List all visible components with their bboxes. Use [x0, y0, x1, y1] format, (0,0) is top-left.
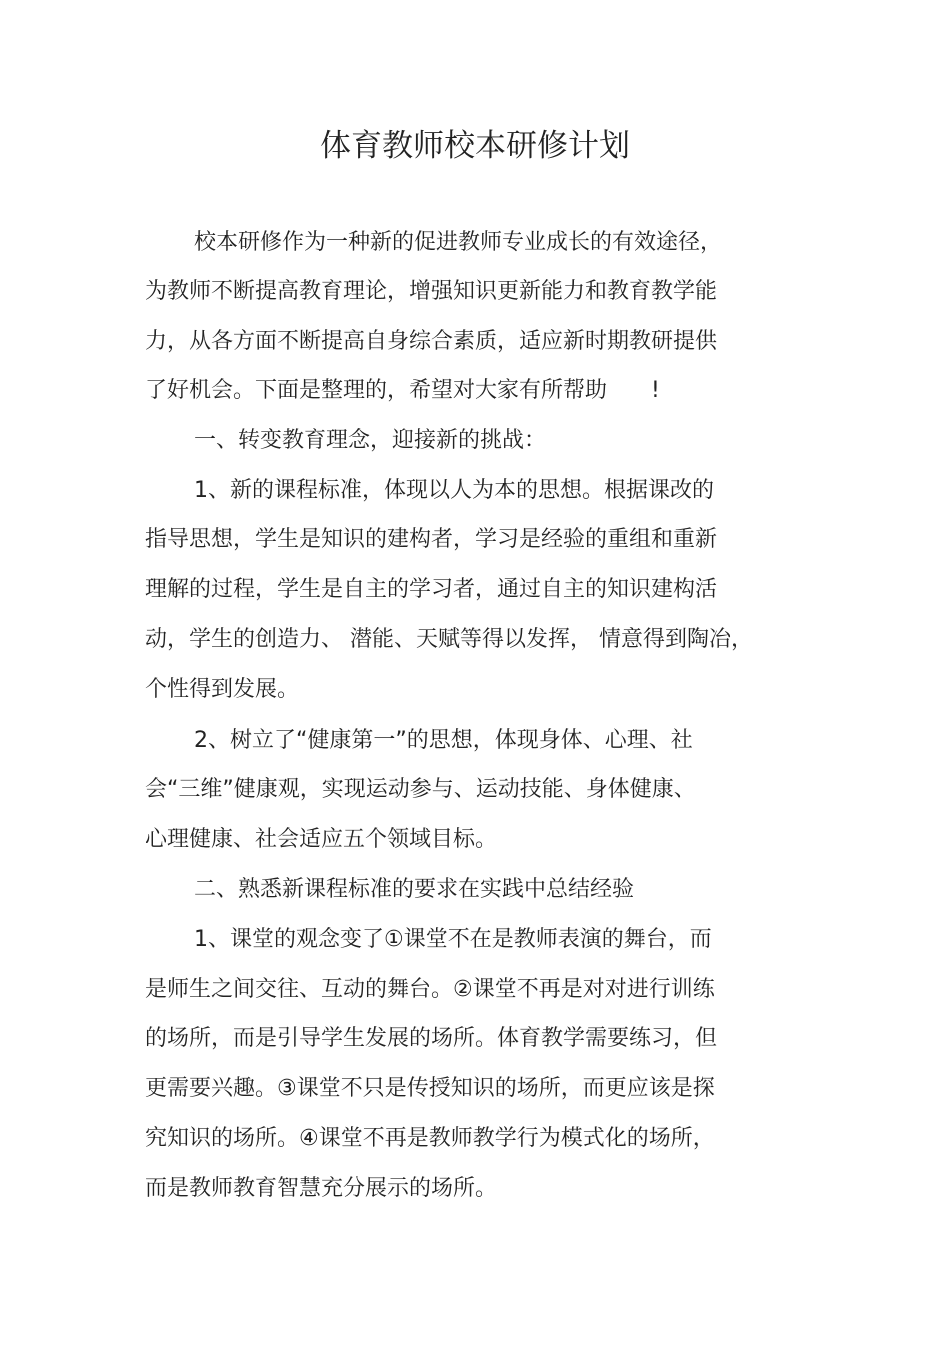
paragraph-line: 力，从各方面不断提高自身综合素质，适应新时期教研提供 [145, 329, 718, 354]
section-heading: 二、熟悉新课程标准的要求在实践中总结经验 [194, 877, 635, 902]
section-heading: 一、转变教育理念，迎接新的挑战： [194, 428, 547, 453]
paragraph-line: 了好机会。下面是整理的，希望对大家有所帮助 ! [145, 378, 660, 403]
paragraph-line: 会“三维”健康观，实现运动参与、运动技能、身体健康、 [145, 777, 696, 802]
paragraph-line: 校本研修作为一种新的促进教师专业成长的有效途径， [194, 230, 723, 255]
paragraph-line: 究知识的场所。④课堂不再是教师教学行为模式化的场所， [145, 1126, 715, 1151]
paragraph-line: 个性得到发展。 [145, 677, 300, 702]
paragraph-line: 更需要兴趣。③课堂不只是传授知识的场所，而更应该是探 [145, 1076, 715, 1101]
paragraph-line: 指导思想，学生是知识的建构者，学习是经验的重组和重新 [145, 527, 718, 552]
paragraph-line: 动，学生的创造力、 潜能、天赋等得以发挥， 情意得到陶冶， [145, 627, 753, 652]
document-title: 体育教师校本研修计划 [320, 128, 630, 164]
paragraph-line: 的场所，而是引导学生发展的场所。体育教学需要练习，但 [145, 1026, 718, 1051]
paragraph-line: 为教师不断提高教育理论，增强知识更新能力和教育教学能 [145, 279, 718, 304]
paragraph-line: 心理健康、社会适应五个领域目标。 [145, 827, 498, 852]
paragraph-line: 而是教师教育智慧充分展示的场所。 [145, 1176, 498, 1201]
paragraph-line: 2、树立了“健康第一”的思想，体现身体、心理、社 [194, 728, 693, 753]
paragraph-line: 理解的过程，学生是自主的学习者，通过自主的知识建构活 [145, 577, 718, 602]
paragraph-line: 是师生之间交往、互动的舞台。②课堂不再是对对进行训练 [145, 977, 715, 1002]
paragraph-line: 1、新的课程标准，体现以人为本的思想。根据课改的 [194, 478, 714, 503]
paragraph-line: 1、课堂的观念变了①课堂不在是教师表演的舞台，而 [194, 927, 712, 952]
